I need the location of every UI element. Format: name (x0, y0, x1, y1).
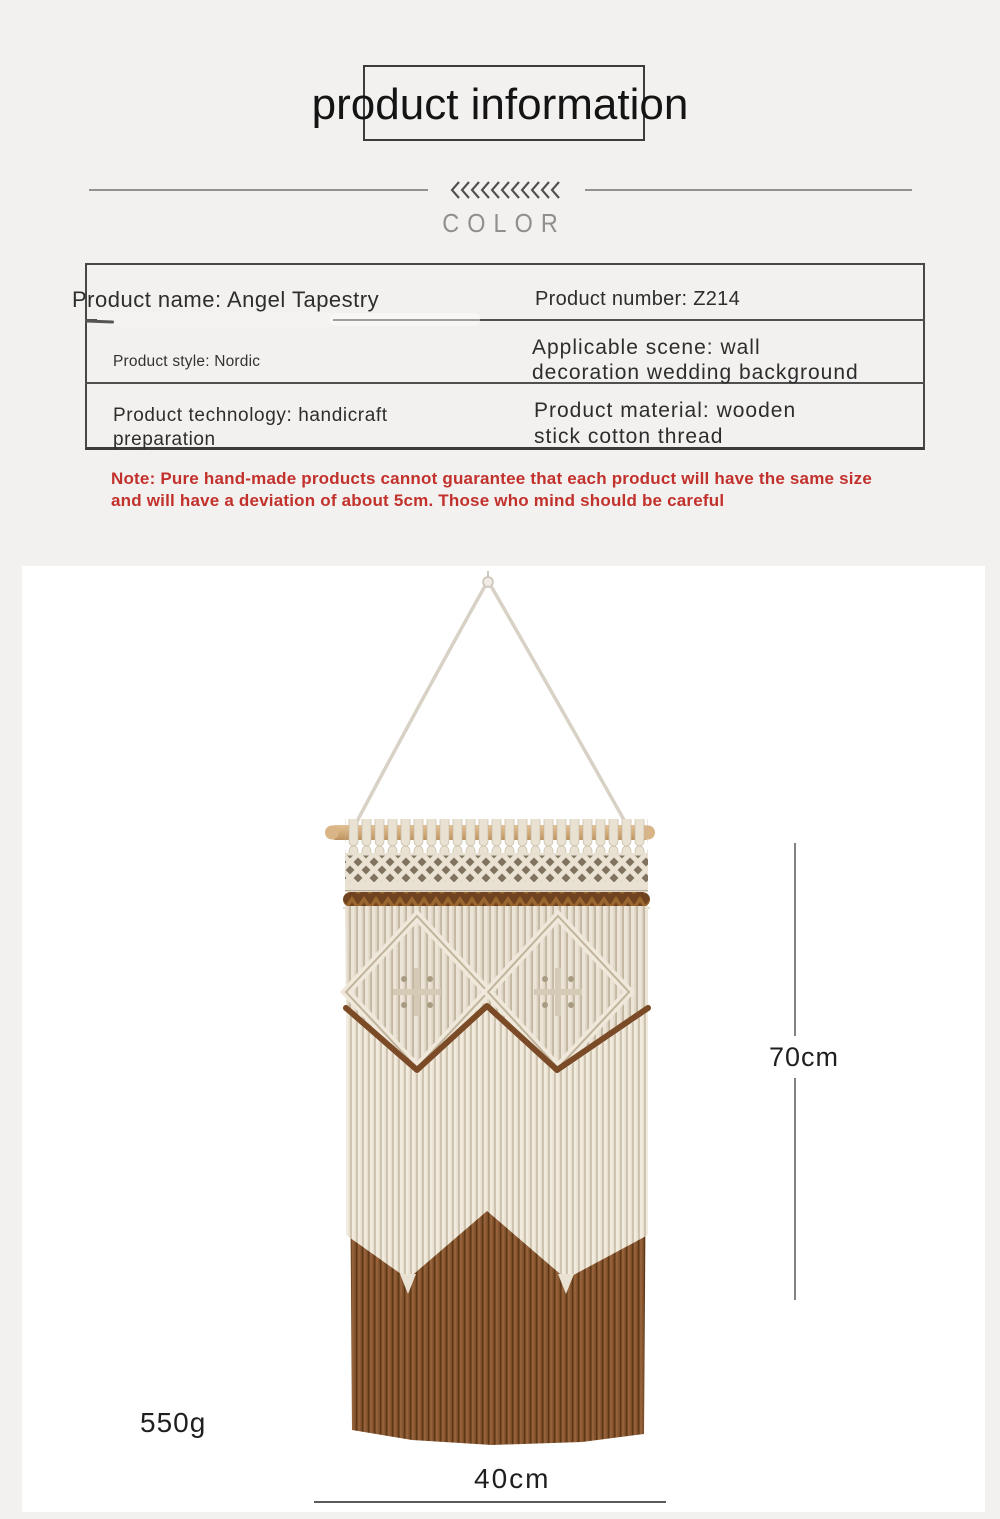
spec-cell-product-name (72, 287, 379, 313)
spec-cell-product-technology (113, 404, 388, 452)
chevrons-left-icon (450, 180, 562, 200)
section-label-color: COLOR (442, 208, 566, 238)
spec-cell-product-number (535, 288, 740, 311)
spec-cell-product-material (534, 398, 796, 450)
hanging-rope (354, 571, 628, 827)
note-line: Note: Pure hand-made products cannot guarantee that each product will have the same size (111, 469, 873, 488)
spec-line: Applicable scene: wall (532, 336, 761, 359)
spec-line: Product technology: handicraft (113, 405, 388, 426)
macrame-lattice (345, 819, 648, 892)
spec-line: Product number: Z214 (535, 288, 740, 310)
spec-line: Product material: wooden (534, 399, 797, 422)
height-label: 70cm (769, 1042, 840, 1072)
weight-label: 550g (140, 1407, 207, 1438)
spec-cell-applicable-scene (532, 335, 859, 385)
eraser-smudge-tail (330, 313, 480, 326)
divider-line-left (89, 189, 428, 191)
spec-line: Product style: Nordic (113, 353, 261, 370)
spec-line: decoration wedding background (532, 361, 859, 384)
spec-cell-product-style (113, 353, 260, 371)
spec-line: stick cotton thread (534, 425, 724, 448)
product-photo (22, 566, 985, 1512)
page-title: product information (311, 80, 689, 129)
note-line: and will have a deviation of about 5cm. Those who mind should be careful (111, 491, 725, 510)
product-panel (22, 566, 985, 1512)
note-text (111, 468, 941, 512)
divider-line-right (585, 189, 912, 191)
spec-line: preparation (113, 429, 216, 450)
width-label: 40cm (474, 1463, 551, 1494)
eraser-smudge (97, 312, 333, 327)
spec-line: Product name: Angel Tapestry (72, 287, 380, 312)
